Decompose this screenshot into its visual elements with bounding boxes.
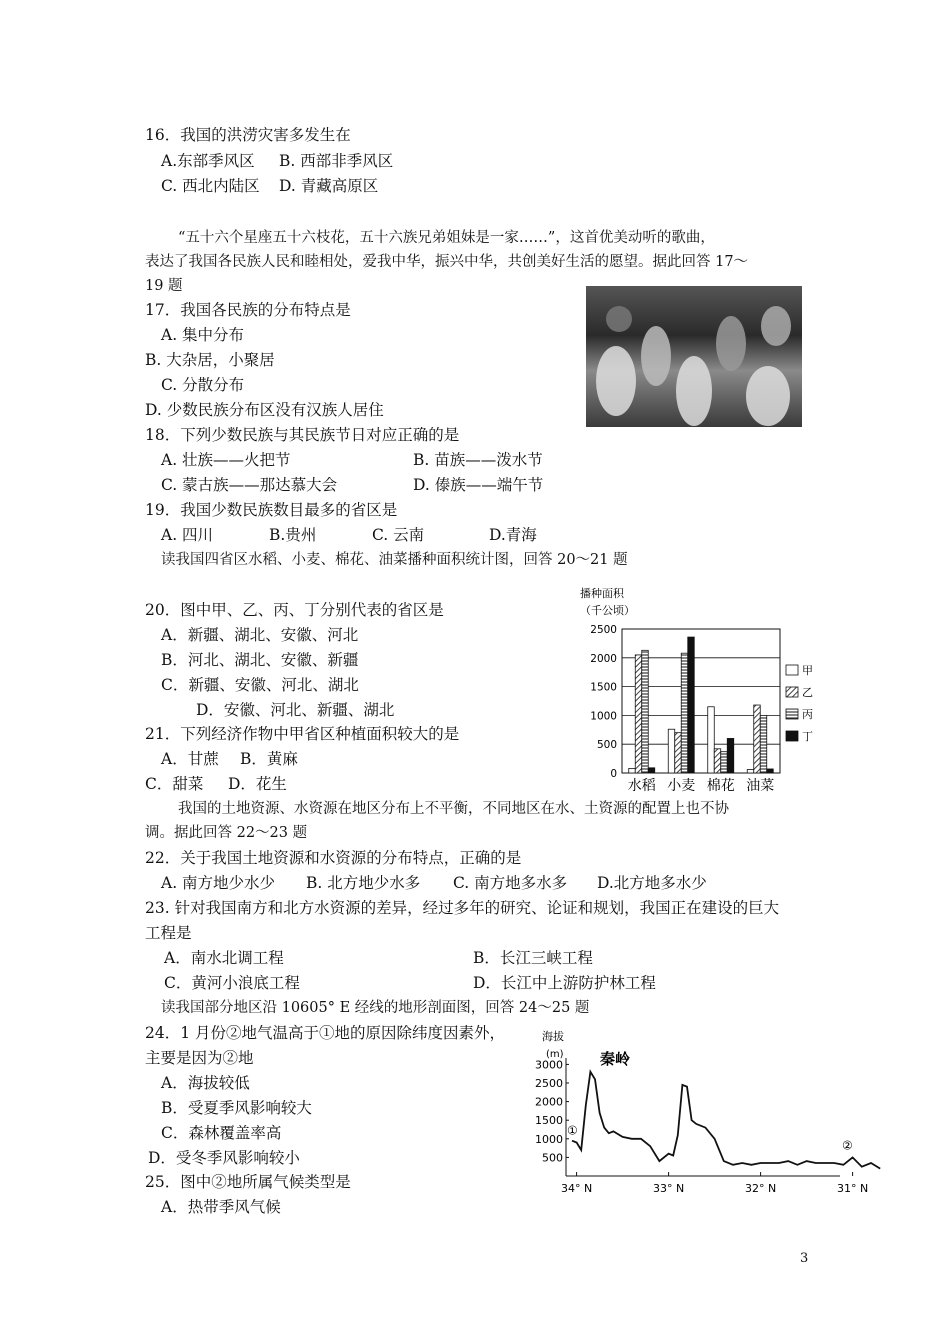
q24-option-c[interactable]: C．森林覆盖率高: [161, 1124, 282, 1142]
location-1-marker: ①: [567, 1123, 578, 1138]
profile-xtick-label: 32° N: [744, 1182, 777, 1195]
q16-stem: 16．我国的洪涝灾害多发生在: [145, 126, 351, 144]
bar-甲-棉花: [708, 707, 715, 773]
q19-option-d[interactable]: D.青海: [489, 526, 537, 544]
q24-option-d[interactable]: D．受冬季风影响较小: [148, 1149, 300, 1167]
legend-label: 甲: [802, 664, 813, 677]
q18-stem: 18．下列少数民族与其民族节日对应正确的是: [145, 426, 460, 444]
bar-乙-油菜: [754, 705, 761, 773]
bar-乙-小麦: [675, 733, 682, 773]
profile-xtick-label: 34° N: [560, 1182, 593, 1195]
q23-option-b[interactable]: B．长江三峡工程: [473, 949, 593, 967]
bar-ytick-label: 500: [596, 739, 617, 752]
legend-swatch: [786, 665, 798, 675]
bar-丙-小麦: [681, 653, 688, 773]
q21-stem: 21．下列经济作物中甲省区种植面积较大的是: [145, 725, 460, 743]
q19-option-c[interactable]: C. 云南: [372, 526, 425, 544]
q17-option-b[interactable]: B. 大杂居，小聚居: [145, 351, 275, 369]
legend-swatch: [786, 709, 798, 719]
profile-ytick-label: 2500: [535, 1077, 563, 1090]
q24-option-b[interactable]: B．受夏季风影响较大: [161, 1099, 312, 1117]
bar-丁-水稻: [648, 768, 655, 773]
q23-option-a[interactable]: A．南水北调工程: [164, 949, 284, 967]
profile-ylabel-line1: 海拔: [542, 1030, 564, 1043]
bar-乙-水稻: [635, 655, 642, 773]
bar-ytick-label: 2500: [590, 624, 617, 636]
legend-swatch: [786, 731, 798, 741]
q23-option-d[interactable]: D．长江中上游防护林工程: [473, 974, 656, 992]
bar-丙-棉花: [721, 752, 728, 773]
q23-stem-line1: 23. 针对我国南方和北方水资源的差异，经过多年的研究、论证和规划，我国正在建设的巨大: [145, 899, 780, 917]
bar-category-label: 水稻: [627, 778, 656, 794]
bar-ylabel-line2: （千公顷）: [580, 604, 635, 617]
bar-乙-棉花: [714, 749, 721, 773]
passage1-line3: 19 题: [145, 278, 183, 294]
q17-stem: 17．我国各民族的分布特点是: [145, 301, 351, 319]
q25-stem: 25．图中②地所属气候类型是: [145, 1173, 351, 1191]
q23-stem-line2: 工程是: [145, 924, 192, 942]
bar-ytick-label: 1500: [590, 681, 617, 694]
q19-option-a[interactable]: A. 四川: [161, 526, 214, 544]
bar-丙-水稻: [642, 650, 649, 773]
crop-area-bar-chart: [570, 585, 830, 797]
q18-option-c[interactable]: C. 蒙古族——那达慕大会: [161, 476, 338, 494]
profile-ytick-label: 1500: [535, 1114, 563, 1128]
passage1-line1: “五十六个星座五十六枝花，五十六族兄弟姐妹是一家……”，这首优美动听的歌曲，: [178, 230, 715, 246]
elevation-profile-line: [572, 1072, 880, 1169]
profile-ytick-label: 500: [542, 1151, 563, 1165]
ethnic-groups-photo: [586, 286, 802, 427]
legend-label: 丙: [802, 708, 813, 721]
bar-ylabel-line1: 播种面积: [580, 587, 624, 600]
profile-xtick-label: 31° N: [836, 1182, 869, 1195]
bar-甲-油菜: [747, 770, 754, 773]
profile-ytick-label: 3000: [535, 1058, 563, 1072]
bar-category-label: 棉花: [706, 778, 735, 794]
q22-option-c[interactable]: C. 南方地多水多: [453, 874, 568, 892]
bar-甲-水稻: [629, 768, 636, 773]
q21-option-c[interactable]: C．甜菜: [145, 775, 204, 793]
profile-ytick-label: 2000: [535, 1095, 563, 1109]
q17-option-a[interactable]: A. 集中分布: [161, 326, 245, 344]
location-2-marker: ②: [842, 1138, 853, 1153]
passage1-line2: 表达了我国各民族人民和睦相处，爱我中华，振兴中华，共创美好生活的愿望。据此回答 17～: [145, 254, 749, 270]
q17-option-d[interactable]: D. 少数民族分布区没有汉族人居住: [145, 401, 384, 419]
page-number: 3: [800, 1251, 809, 1266]
passage2-line2: 调。据此回答 22～23 题: [145, 825, 308, 841]
q16-option-c[interactable]: C. 西北内陆区: [161, 177, 260, 195]
intro-24-25: 读我国部分地区沿 10605° E 经线的地形剖面图，回答 24～25 题: [161, 1000, 590, 1016]
q22-option-d[interactable]: D.北方地多水少: [597, 874, 707, 892]
q25-option-a[interactable]: A．热带季风气候: [161, 1198, 281, 1216]
qinling-label: 秦岭: [600, 1050, 631, 1068]
q18-option-d[interactable]: D. 傣族——端午节: [413, 476, 544, 494]
q19-stem: 19．我国少数民族数目最多的省区是: [145, 501, 398, 519]
q20-option-c[interactable]: C．新疆、安徽、河北、湖北: [161, 676, 359, 694]
q16-option-a[interactable]: A.东部季风区: [161, 152, 255, 170]
q20-option-d[interactable]: D．安徽、河北、新疆、湖北: [196, 701, 395, 719]
q19-option-b[interactable]: B.贵州: [269, 526, 317, 544]
q23-option-c[interactable]: C．黄河小浪底工程: [164, 974, 300, 992]
q20-option-b[interactable]: B．河北、湖北、安徽、新疆: [161, 651, 359, 669]
legend-label: 丁: [802, 730, 813, 743]
q16-option-b[interactable]: B. 西部非季风区: [279, 152, 394, 170]
bar-ytick-label: 0: [610, 768, 617, 780]
q16-option-d[interactable]: D. 青藏高原区: [279, 177, 379, 195]
bar-ytick-label: 1000: [590, 710, 617, 723]
profile-ylabel-line2: (m): [546, 1049, 564, 1060]
q18-option-b[interactable]: B. 苗族——泼水节: [413, 451, 543, 469]
q20-option-a[interactable]: A．新疆、湖北、安徽、河北: [161, 626, 359, 644]
bar-丁-小麦: [688, 637, 695, 773]
q17-option-c[interactable]: C. 分散分布: [161, 376, 245, 394]
legend-swatch: [786, 687, 798, 697]
q22-stem: 22．关于我国土地资源和水资源的分布特点，正确的是: [145, 849, 522, 867]
profile-xtick-label: 33° N: [652, 1182, 685, 1195]
intro-20-21: 读我国四省区水稻、小麦、棉花、油菜播种面积统计图，回答 20～21 题: [161, 552, 628, 568]
profile-ytick-label: 1000: [535, 1132, 563, 1146]
q24-stem-line2: 主要是因为②地: [145, 1049, 254, 1067]
bar-category-label: 油菜: [746, 778, 775, 794]
q21-option-d[interactable]: D．花生: [228, 775, 287, 793]
q22-option-a[interactable]: A. 南方地少水少: [161, 874, 276, 892]
q24-stem-line1: 24．1 月份②地气温高于①地的原因除纬度因素外，: [145, 1024, 506, 1042]
bar-甲-小麦: [668, 729, 675, 773]
legend-label: 乙: [802, 686, 813, 699]
bar-category-label: 小麦: [667, 778, 696, 794]
q20-stem: 20．图中甲、乙、丙、丁分别代表的省区是: [145, 601, 444, 619]
bar-丁-棉花: [727, 738, 734, 773]
passage2-line1: 我国的土地资源、水资源在地区分布上不平衡，不同地区在水、土资源的配置上也不协: [178, 801, 729, 817]
q22-option-b[interactable]: B. 北方地少水多: [306, 874, 421, 892]
q21-option-b[interactable]: B．黄麻: [240, 750, 298, 768]
terrain-profile-chart: [528, 1026, 869, 1204]
q24-option-a[interactable]: A．海拔较低: [161, 1074, 250, 1092]
bar-丙-油菜: [760, 715, 767, 773]
q18-option-a[interactable]: A. 壮族——火把节: [161, 451, 291, 469]
bar-丁-油菜: [767, 769, 774, 773]
q21-option-a[interactable]: A．甘蔗: [161, 750, 219, 768]
bar-ytick-label: 2000: [590, 652, 617, 665]
